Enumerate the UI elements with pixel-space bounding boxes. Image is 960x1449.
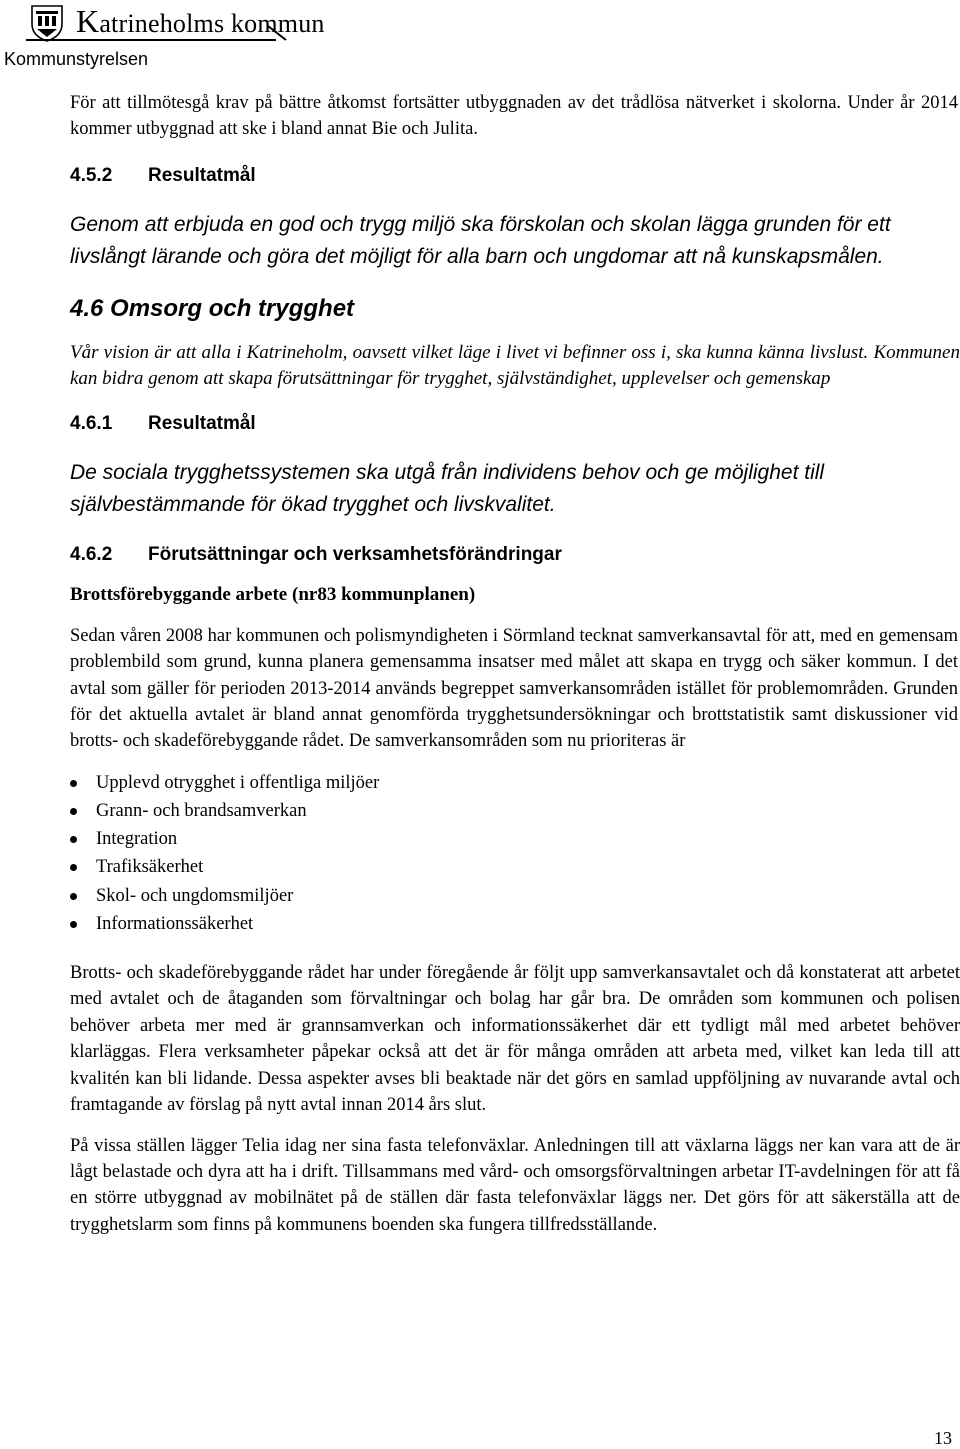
municipality-name: Katrineholms kommun: [76, 3, 325, 39]
bullet-icon: [70, 921, 77, 928]
page-header: [0, 0, 960, 75]
intro-paragraph: För att tillmötesgå krav på bättre åtkomst fortsätter utbyggnaden av det trådlösa nätverket i skolorna. Under år 2014 kommer utbyggnad att ske i bland annat Bie och Julita.: [70, 93, 958, 140]
bullet-icon: [70, 893, 77, 900]
bullet-icon: [70, 864, 77, 871]
paragraph-followup: Brotts- och skadeförebyggande rådet har under föregående år följt upp samverkansavtalet och då konstaterat att arbetet med avtalet och de åtaganden som förvaltningar och bolag har går bra. De områden som kommunen och polisen behöver arbeta mer med är grannsamverkan och informationssäkerhet där ett tydligt mål med arbetet behöver klarläggas. Flera verksamheter påpekar också att det är för många områden att arbeta med, vilket kan leda till att kvalitén kan bli lidande. Dessa aspekter avses bli beaktade när det görs en samlad uppföljning av nuvarande avtal och framtagande av förslag på nytt avtal innan 2014 års slut.: [70, 963, 960, 1116]
subheading-crime-prevention: Brottsförebyggande arbete (nr83 kommunplanen): [70, 583, 476, 605]
list-item: Grann- och brandsamverkan: [70, 797, 960, 825]
list-item: Trafiksäkerhet: [70, 853, 960, 881]
heading-4-6-1: [70, 412, 960, 436]
paragraph-cooperation: Sedan våren 2008 har kommunen och polismyndigheten i Sörmland tecknat samverkansavtal för att, med en gemensam problembild som grund, kunna planera gemensamma insatser med målet att skapa en trygg och säker kommun. I det avtal som gäller för perioden 2013-2014 används begreppet samverkansområden istället för problemområden. Grunden för det aktuella avtalet är bland annat genomförda trygghetsundersökningar och brottstatistik samt diskussioner vid brotts- och skadeförebyggande rådet. De samverkansområden som nu prioriteras är: [70, 625, 958, 752]
heading-title: Resultatmål: [148, 164, 256, 186]
list-item: Upplevd otrygghet i offentliga miljöer: [70, 769, 960, 797]
heading-title: Förutsättningar och verksamhetsförändringar: [148, 543, 562, 565]
heading-number: 4.6.2: [70, 543, 113, 565]
heading-title: Resultatmål: [148, 412, 256, 434]
goal-4-5-2: Genom att erbjuda en god och trygg miljö ska förskolan och skolan lägga grunden för ett livslångt lärande och göra det möjligt för alla barn och ungdomar att nå kunskapsmålen.: [70, 212, 891, 268]
bullet-icon: [70, 780, 77, 787]
bullet-icon: [70, 836, 77, 843]
vision-paragraph: Vår vision är att alla i Katrineholm, oavsett vilket läge i livet vi befinner oss i, ska kunna känna livslust. Kommunen kan bidra genom att skapa förutsättningar för trygghet, självständighet, upplevelser och gemenskap: [70, 341, 960, 389]
heading-number: 4.6.1: [70, 412, 113, 434]
heading-number: 4.5.2: [70, 164, 113, 186]
page-content: [70, 90, 960, 1238]
priority-list: [70, 769, 960, 938]
heading-4-6-2: [70, 543, 960, 567]
header-rule: [26, 39, 276, 41]
board-name: Kommunstyrelsen: [4, 49, 149, 69]
goal-4-6-1: De sociala trygghetssystemen ska utgå från individens behov och ge möjlighet till självbestämmande för ökad trygghet och livskvalitet.: [70, 460, 825, 516]
paragraph-telephony: På vissa ställen lägger Telia idag ner sina fasta telefonväxlar. Anledningen till att växlarna läggs ner kan vara att de är lågt belastade och dyra att ha i drift. Tillsammans med vård- och omsorgsförvaltningen arbetar IT-avdelningen för att få en större utbyggnad av mobilnätet på de ställen där fasta telefonväxlar läggs ner. Det görs för att säkerställa att de trygghetslarm som finns på kommunens boenden ska fungera tillfredsställande.: [70, 1135, 960, 1235]
list-item: Informationssäkerhet: [70, 910, 960, 938]
list-item: Integration: [70, 825, 960, 853]
municipal-crest-icon: [30, 2, 64, 42]
heading-4-5-2: [70, 164, 960, 188]
heading-4-6: 4.6 Omsorg och trygghet: [70, 294, 355, 322]
page-number: 13: [934, 1428, 952, 1448]
bullet-icon: [70, 808, 77, 815]
logo-swoosh-icon: [266, 24, 290, 42]
list-item: Skol- och ungdomsmiljöer: [70, 882, 960, 910]
